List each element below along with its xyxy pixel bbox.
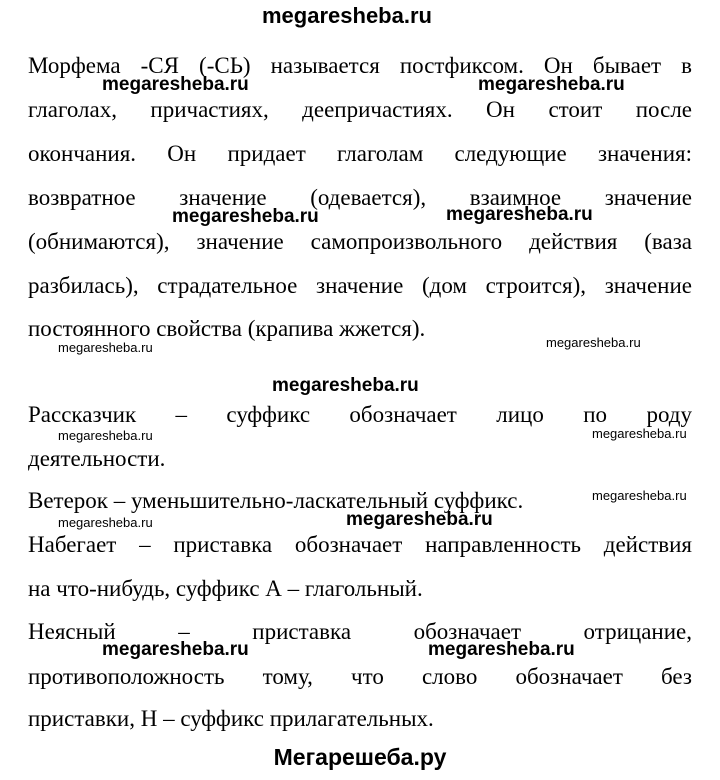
text-line: Рассказчик – суффикс обозначает лицо по роду (28, 402, 692, 427)
text-line: Неясный – приставка обозначает отрицание, (28, 619, 692, 644)
header-watermark: megaresheba.ru (262, 3, 432, 28)
watermark: megaresheba.ru (58, 428, 153, 443)
watermark: megaresheba.ru (102, 74, 249, 95)
watermark: megaresheba.ru (428, 639, 575, 660)
watermark: megaresheba.ru (58, 515, 153, 530)
text-line: приставки, Н – суффикс прилагательных. (28, 706, 434, 731)
watermark: megaresheba.ru (272, 375, 419, 396)
text-line: возвратное значение (одевается), взаимное значение (28, 185, 692, 210)
watermark: megaresheba.ru (102, 639, 249, 660)
footer-watermark: Мегарешеба.ру (273, 744, 447, 770)
text-line: (обнимаются), значение самопроизвольного действия (ваза (28, 229, 692, 254)
text-line: окончания. Он придает глаголам следующие значения: (28, 141, 692, 166)
watermark: megaresheba.ru (478, 74, 625, 95)
text-line: постоянного свойства (крапива жжется). (28, 316, 426, 341)
text-line: деятельности. (28, 446, 166, 471)
text-line: Ветерок – уменьшительно-ласкательный суффикс. (28, 488, 524, 513)
text-line: противоположность тому, что слово обозначает без (28, 664, 692, 689)
text-line: на что-нибудь, суффикс А – глагольный. (28, 576, 423, 601)
watermark: megaresheba.ru (546, 335, 641, 350)
watermark: megaresheba.ru (346, 509, 493, 530)
watermark: megaresheba.ru (592, 426, 687, 441)
text-line: разбилась), страдательное значение (дом строится), значение (28, 273, 692, 298)
text-line: Набегает – приставка обозначает направленность действия (28, 532, 692, 557)
text-line: Морфема -СЯ (-СЬ) называется постфиксом. Он бывает в (28, 53, 692, 78)
watermark: megaresheba.ru (592, 488, 687, 503)
watermark: megaresheba.ru (172, 206, 319, 227)
text-line: глаголах, причастиях, деепричастиях. Он стоит после (28, 97, 692, 122)
watermark: megaresheba.ru (58, 340, 153, 355)
watermark: megaresheba.ru (446, 204, 593, 225)
